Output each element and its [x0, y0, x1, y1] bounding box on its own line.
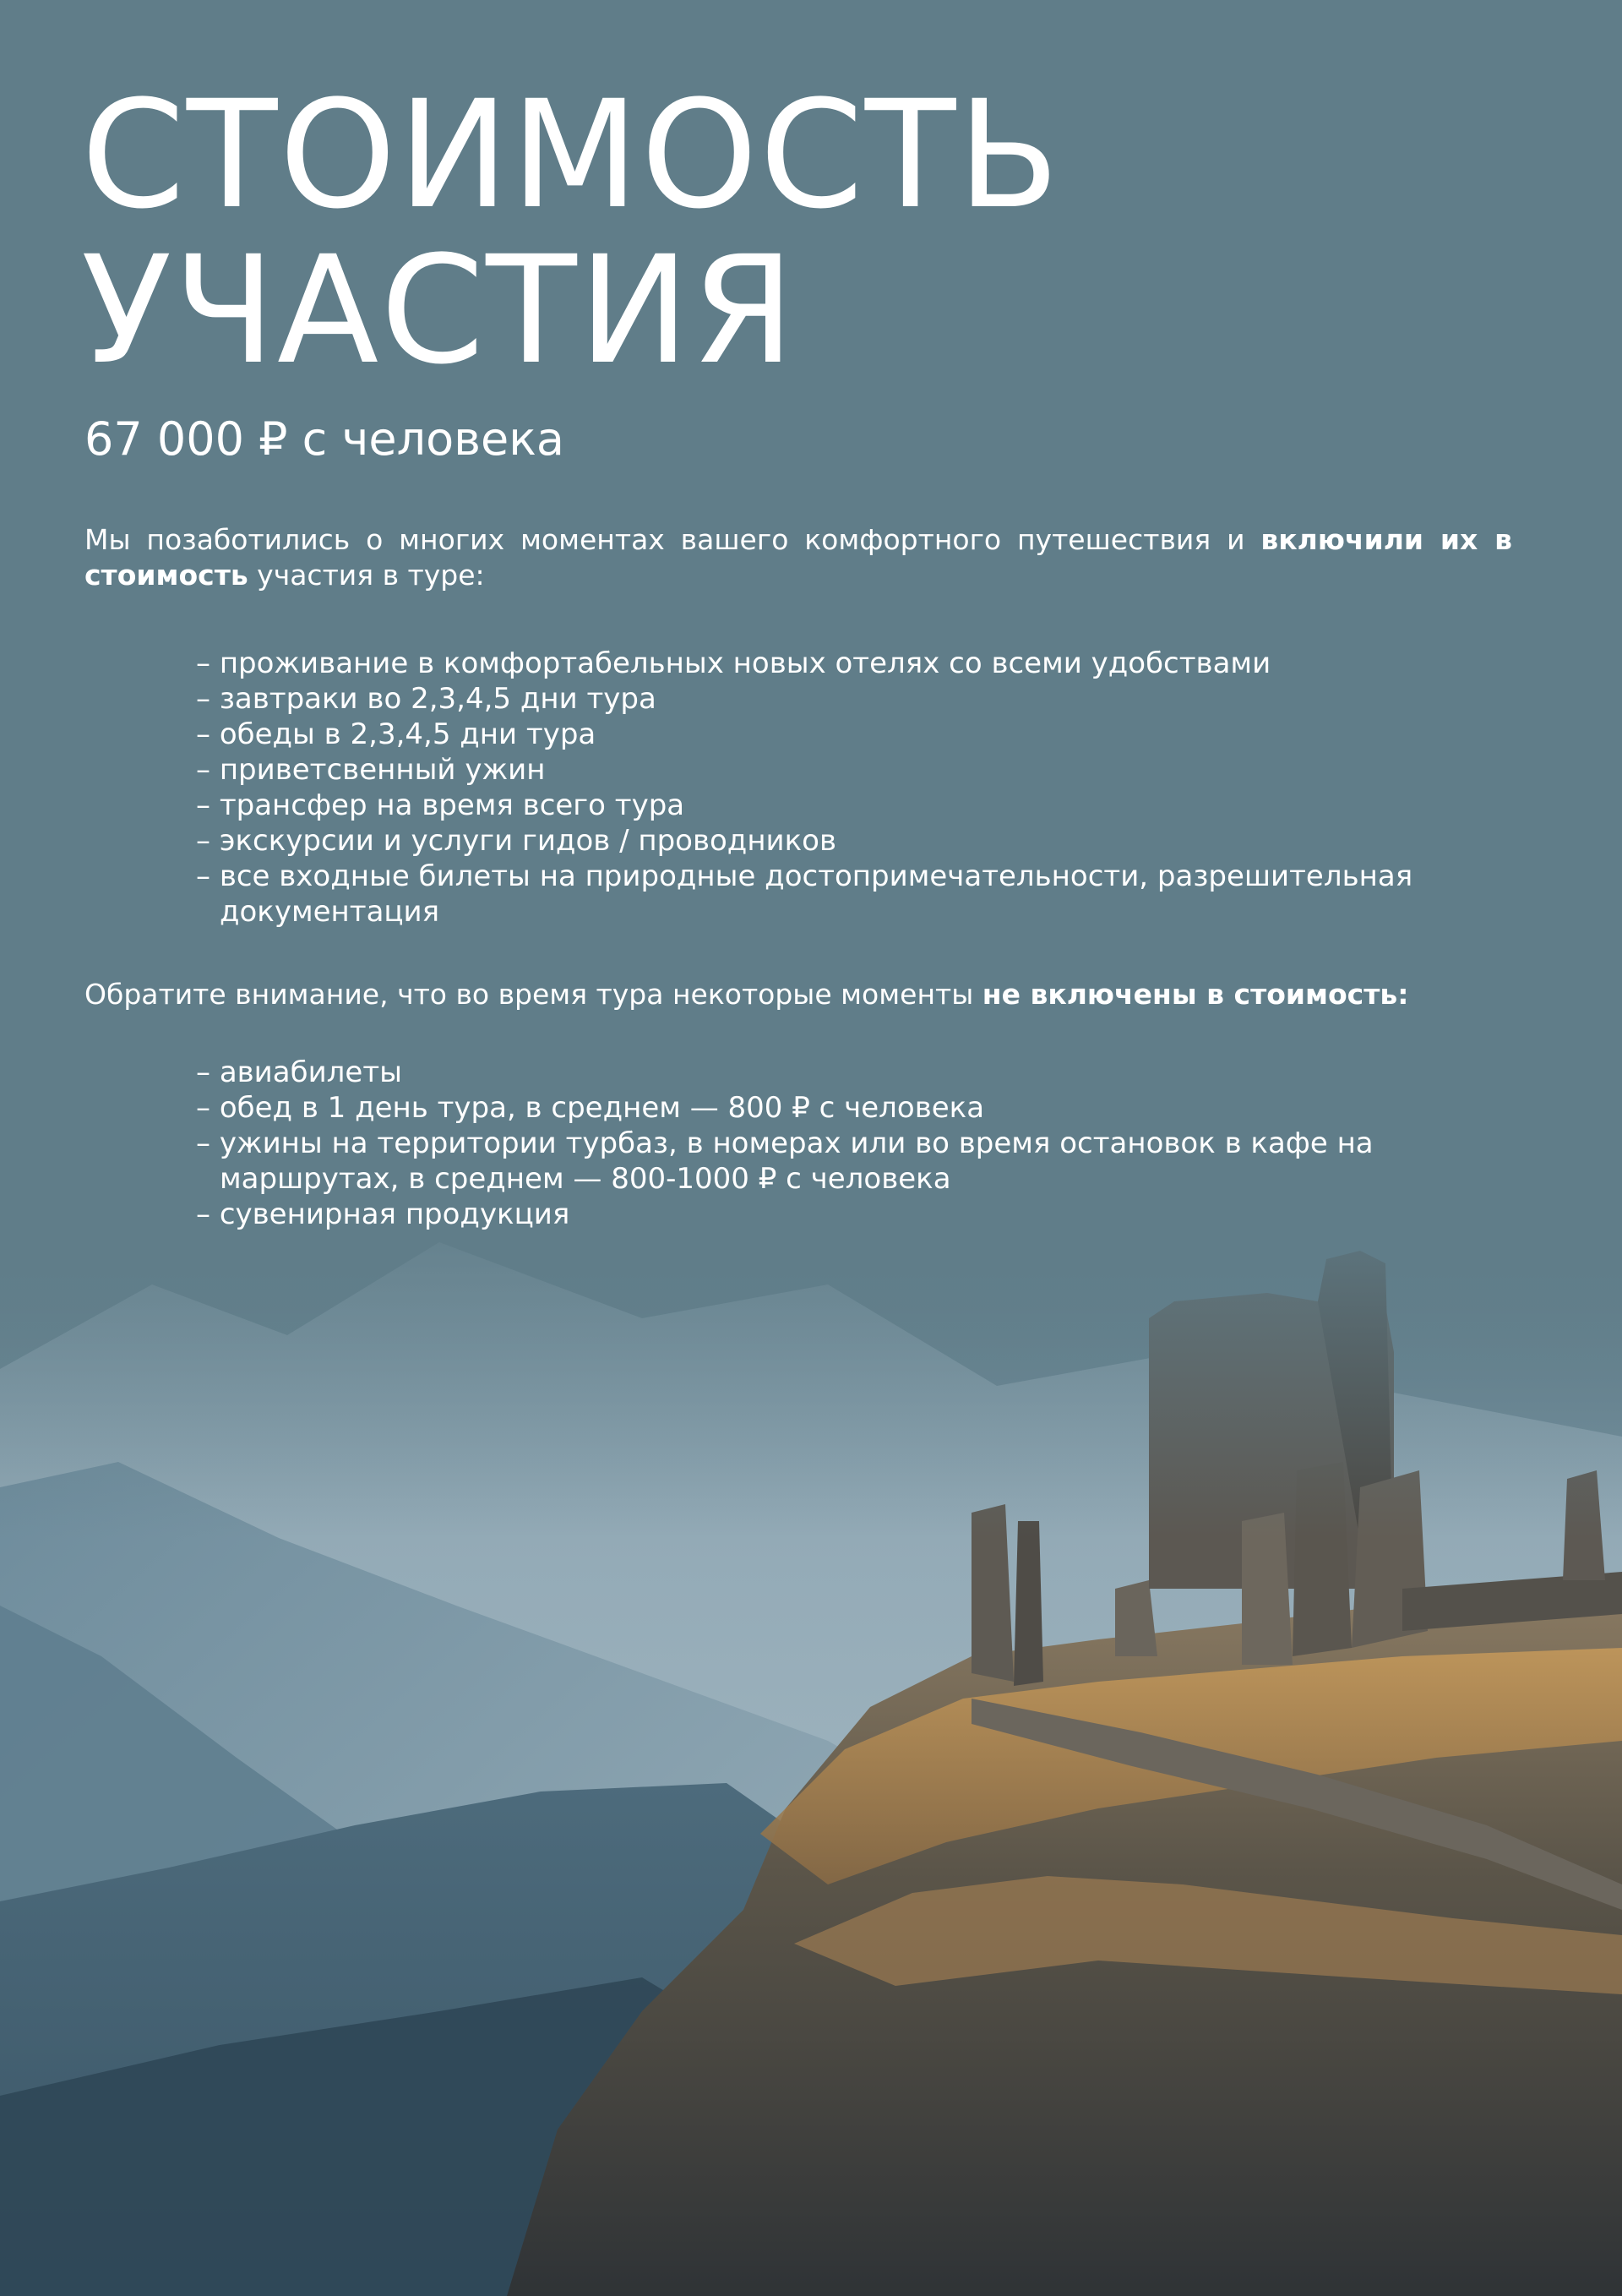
excluded-note-text: Обратите внимание, что во время тура некоторые моменты — [84, 978, 982, 1011]
list-item: – авиабилеты — [196, 1055, 1514, 1090]
list-item: – ужины на территории турбаз, в номерах или во время остановок в кафе на маршрутах, в среднем — 800-1000 ₽ с человека — [196, 1126, 1514, 1197]
list-item: – экскурсии и услуги гидов / проводников — [196, 823, 1514, 859]
included-list — [196, 646, 1514, 930]
list-item: – все входные билеты на природные достопримечательности, разрешительная документация — [196, 859, 1514, 930]
included-intro-tail: участия в туре: — [248, 559, 485, 592]
excluded-list — [196, 1055, 1514, 1232]
list-item: – проживание в комфортабельных новых отелях со всеми удобствами — [196, 646, 1514, 681]
included-intro-text: Мы позаботились о многих моментах вашего комфортного путешествия и — [84, 523, 1261, 556]
list-item: – трансфер на время всего тура — [196, 788, 1514, 823]
price-per-person: 67 000 ₽ с человека — [84, 412, 564, 466]
page-title-line-1: СТОИМОСТЬ — [81, 68, 1062, 242]
page-title-line-2: УЧАСТИЯ — [81, 224, 797, 397]
page-title — [81, 68, 1062, 397]
list-item: – обед в 1 день тура, в среднем — 800 ₽ с человека — [196, 1090, 1514, 1126]
excluded-note — [84, 977, 1512, 1012]
list-item: – сувенирная продукция — [196, 1197, 1514, 1232]
list-item: – обеды в 2,3,4,5 дни тура — [196, 717, 1514, 752]
excluded-note-bold: не включены в стоимость: — [982, 978, 1409, 1011]
list-item: – приветсвенный ужин — [196, 752, 1514, 788]
included-intro-bold: включили их в стоимость — [84, 523, 1512, 592]
included-intro — [84, 522, 1512, 593]
list-item: – завтраки во 2,3,4,5 дни тура — [196, 681, 1514, 717]
